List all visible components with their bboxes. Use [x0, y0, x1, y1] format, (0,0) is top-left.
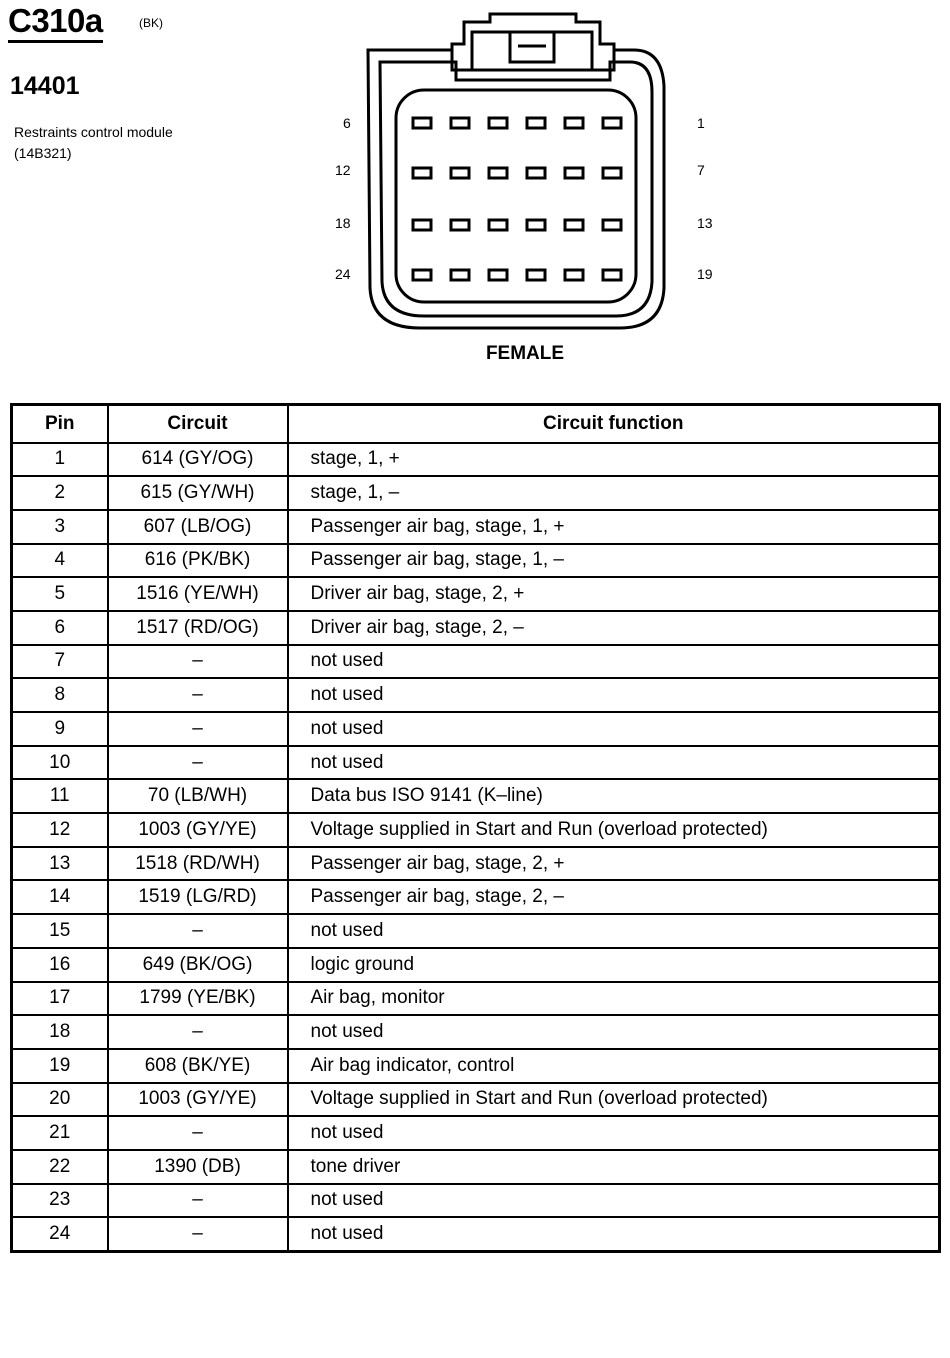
pin-cell: 7: [12, 645, 108, 679]
pin-cell: 18: [12, 1015, 108, 1049]
pin-slot: [489, 168, 507, 178]
pin-cell: 16: [12, 948, 108, 982]
table-row: [12, 746, 940, 780]
pin-slot: [565, 168, 583, 178]
pin-slot: [527, 118, 545, 128]
function-cell: logic ground: [288, 948, 940, 982]
circuit-cell: 615 (GY/WH): [108, 476, 288, 510]
circuit-cell: 1518 (RD/WH): [108, 847, 288, 881]
pin-slot: [603, 118, 621, 128]
table-row: [12, 712, 940, 746]
circuit-cell: –: [108, 1217, 288, 1251]
table-header-row: [12, 405, 940, 443]
row-label-right-4: 19: [697, 266, 713, 282]
function-cell: tone driver: [288, 1150, 940, 1184]
function-cell: Passenger air bag, stage, 2, +: [288, 847, 940, 881]
pin-slot: [413, 270, 431, 280]
table-row: [12, 1015, 940, 1049]
pin-cell: 13: [12, 847, 108, 881]
function-cell: stage, 1, –: [288, 476, 940, 510]
row-label-left-1: 6: [343, 115, 351, 131]
pin-slot: [527, 220, 545, 230]
pin-cell: 3: [12, 510, 108, 544]
circuit-cell: –: [108, 645, 288, 679]
table-row: [12, 914, 940, 948]
function-cell: Air bag, monitor: [288, 982, 940, 1016]
table-row: [12, 813, 940, 847]
circuit-cell: –: [108, 1116, 288, 1150]
circuit-cell: –: [108, 712, 288, 746]
row-label-right-2: 7: [697, 162, 705, 178]
header-pin: Pin: [12, 405, 108, 443]
function-cell: not used: [288, 678, 940, 712]
pin-cell: 4: [12, 544, 108, 578]
table-row: [12, 1184, 940, 1218]
connector-latch: [452, 14, 614, 54]
circuit-cell: 70 (LB/WH): [108, 779, 288, 813]
pin-slot: [565, 118, 583, 128]
pin-slot: [603, 168, 621, 178]
table-row: [12, 948, 940, 982]
circuit-cell: –: [108, 1015, 288, 1049]
circuit-cell: –: [108, 914, 288, 948]
function-cell: Data bus ISO 9141 (K–line): [288, 779, 940, 813]
circuit-cell: 1003 (GY/YE): [108, 1083, 288, 1117]
pin-cell: 22: [12, 1150, 108, 1184]
circuit-cell: –: [108, 1184, 288, 1218]
pin-slot: [451, 168, 469, 178]
circuit-cell: 1517 (RD/OG): [108, 611, 288, 645]
table-row: [12, 1150, 940, 1184]
circuit-cell: –: [108, 746, 288, 780]
circuit-cell: 649 (BK/OG): [108, 948, 288, 982]
function-cell: Driver air bag, stage, 2, +: [288, 577, 940, 611]
row-label-left-4: 24: [335, 266, 351, 282]
function-cell: Voltage supplied in Start and Run (overload protected): [288, 1083, 940, 1117]
pin-cell: 5: [12, 577, 108, 611]
connector-id: C310a: [8, 2, 103, 43]
function-cell: Air bag indicator, control: [288, 1049, 940, 1083]
circuit-cell: 608 (BK/YE): [108, 1049, 288, 1083]
circuit-cell: 616 (PK/BK): [108, 544, 288, 578]
pin-slot: [413, 220, 431, 230]
function-cell: not used: [288, 746, 940, 780]
pin-slot: [527, 270, 545, 280]
circuit-cell: 1799 (YE/BK): [108, 982, 288, 1016]
pin-slot: [565, 220, 583, 230]
circuit-cell: 614 (GY/OG): [108, 443, 288, 477]
function-cell: not used: [288, 914, 940, 948]
pin-cell: 17: [12, 982, 108, 1016]
function-cell: Passenger air bag, stage, 1, –: [288, 544, 940, 578]
function-cell: not used: [288, 1217, 940, 1251]
pin-slot: [451, 270, 469, 280]
table-row: [12, 678, 940, 712]
connector-color-code: (BK): [139, 16, 163, 30]
function-cell: not used: [288, 1184, 940, 1218]
pin-grid: [413, 118, 621, 280]
pin-cell: 12: [12, 813, 108, 847]
pin-slot: [489, 270, 507, 280]
row-label-right-1: 1: [697, 115, 705, 131]
connector-gender-label: FEMALE: [485, 343, 565, 364]
table-row: [12, 577, 940, 611]
module-description: Restraints control module (14B321): [14, 124, 173, 161]
table-row: [12, 847, 940, 881]
row-label-right-3: 13: [697, 215, 713, 231]
table-row: [12, 645, 940, 679]
pin-slot: [489, 220, 507, 230]
table-row: [12, 1049, 940, 1083]
function-cell: Voltage supplied in Start and Run (overload protected): [288, 813, 940, 847]
row-label-left-3: 18: [335, 215, 351, 231]
table-row: [12, 1217, 940, 1251]
table-row: [12, 443, 940, 477]
function-cell: not used: [288, 1116, 940, 1150]
function-cell: not used: [288, 712, 940, 746]
pin-cell: 20: [12, 1083, 108, 1117]
pin-slot: [413, 168, 431, 178]
table-row: [12, 1083, 940, 1117]
pin-cell: 8: [12, 678, 108, 712]
circuit-cell: 1516 (YE/WH): [108, 577, 288, 611]
function-cell: Driver air bag, stage, 2, –: [288, 611, 940, 645]
pin-slot: [527, 168, 545, 178]
pin-cell: 23: [12, 1184, 108, 1218]
row-label-left-2: 12: [335, 162, 351, 178]
circuit-cell: –: [108, 678, 288, 712]
pin-cell: 24: [12, 1217, 108, 1251]
table-row: [12, 510, 940, 544]
pin-slot: [603, 270, 621, 280]
function-cell: not used: [288, 1015, 940, 1049]
pin-cell: 21: [12, 1116, 108, 1150]
pin-cell: 9: [12, 712, 108, 746]
part-number: 14401: [10, 72, 80, 100]
circuit-cell: 1390 (DB): [108, 1150, 288, 1184]
table-row: [12, 611, 940, 645]
circuit-cell: 1003 (GY/YE): [108, 813, 288, 847]
pin-slot: [451, 118, 469, 128]
table-row: [12, 544, 940, 578]
pin-cell: 11: [12, 779, 108, 813]
pin-cell: 14: [12, 880, 108, 914]
pin-slot: [565, 270, 583, 280]
circuit-cell: 607 (LB/OG): [108, 510, 288, 544]
table-row: [12, 476, 940, 510]
function-cell: stage, 1, +: [288, 443, 940, 477]
pin-cell: 6: [12, 611, 108, 645]
header-circuit: Circuit: [108, 405, 288, 443]
pin-cell: 19: [12, 1049, 108, 1083]
pin-slot: [603, 220, 621, 230]
circuit-cell: 1519 (LG/RD): [108, 880, 288, 914]
pinout-table: [10, 403, 941, 1253]
function-cell: Passenger air bag, stage, 2, –: [288, 880, 940, 914]
pin-slot: [451, 220, 469, 230]
table-row: [12, 779, 940, 813]
pin-cell: 15: [12, 914, 108, 948]
pin-cell: 1: [12, 443, 108, 477]
header-circuit-function: Circuit function: [288, 405, 940, 443]
function-cell: not used: [288, 645, 940, 679]
table-row: [12, 982, 940, 1016]
pin-cell: 2: [12, 476, 108, 510]
function-cell: Passenger air bag, stage, 1, +: [288, 510, 940, 544]
table-row: [12, 1116, 940, 1150]
pin-cell: 10: [12, 746, 108, 780]
table-row: [12, 880, 940, 914]
connector-face-diagram: [340, 10, 700, 340]
pin-slot: [413, 118, 431, 128]
pin-slot: [489, 118, 507, 128]
